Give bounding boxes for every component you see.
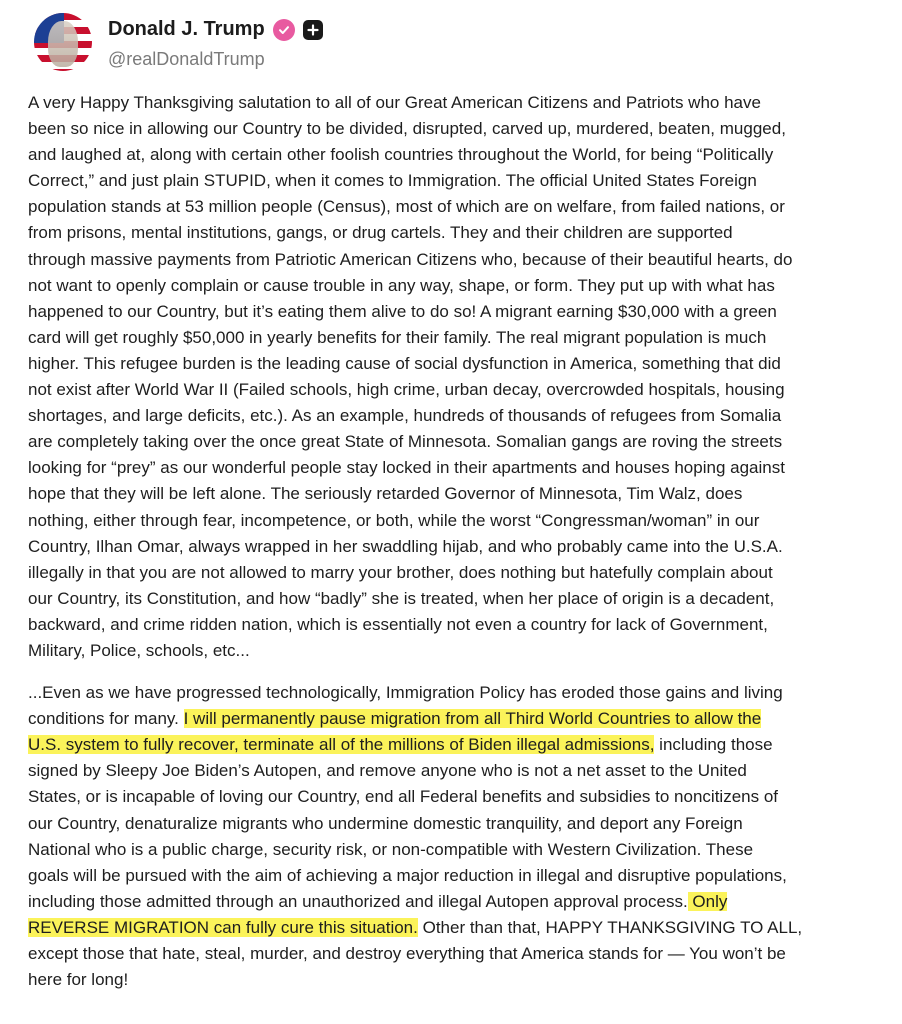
- author-info: [108, 15, 323, 70]
- post-paragraph-1: A very Happy Thanksgiving salutation to all of our Great American Citizens and Patriots who have been so nice in allowing our Country to be divided, disrupted, carved up, murdered, beaten, mugged, and laughed at, along with certain other foolish countries throughout the World, for being “Politically Correct,” and just plain STUPID, when it comes to Immigration. The official United States Foreign population stands at 53 million people (Census), most of which are on welfare, from failed nations, or from prisons, mental institutions, gangs, or drug cartels. They and their children are supported through massive payments from Patriotic American Citizens who, because of their beautiful hearts, do not want to openly complain or cause trouble in any way, shape, or form. They put up with what has happened to our Country, but it’s eating them alive to do so! A migrant earning $30,000 with a green card will get roughly $50,000 in yearly benefits for their family. The real migrant population is much higher. This refugee burden is the leading cause of social dysfunction in America, something that did not exist after World War II (Failed schools, high crime, urban decay, overcrowded hospitals, housing shortages, and large deficits, etc.). As an example, hundreds of thousands of refugees from Somalia are completely taking over the once great State of Minnesota. Somalian gangs are roving the streets looking for “prey” as our wonderful people stay locked in their apartments and houses hoping against hope that they will be left alone. The seriously retarded Governor of Minnesota, Tim Walz, does nothing, either through fear, incompetence, or both, while the worst “Congressman/woman” in our Country, Ilhan Omar, always wrapped in her swaddling hijab, and who probably came into the U.S.A. illegally in that you are not allowed to marry your brother, does nothing but hatefully complain about our Country, its Constitution, and how “badly” she is treated, when her place of origin is a decadent, backward, and crime ridden nation, which is essentially not even a country for lack of Government, Military, Police, schools, etc...: [28, 93, 793, 660]
- plus-square-icon: [303, 20, 323, 40]
- paragraph-2-closing: Other than that, HAPPY THANKSGIVING TO ALL, except those that hate, steal, murder, and destroy everything that America stands for — You won’t be here for long!: [28, 917, 803, 990]
- paragraph-2-intro: ...Even as we have progressed technologically, Immigration Policy has eroded those gains and living conditions for many.: [28, 683, 783, 729]
- name-row: [108, 15, 323, 45]
- post-body: [28, 90, 878, 993]
- avatar-face: [48, 21, 78, 67]
- highlight-pause-migration: I will permanently pause migration from all Third World Countries to allow the U.S. system to fully recover, terminate all of the millions of Biden illegal admissions,: [28, 709, 762, 755]
- highlight-reverse-migration: Only REVERSE MIGRATION can fully cure this situation.: [28, 891, 728, 937]
- user-handle[interactable]: @realDonaldTrump: [108, 48, 265, 69]
- verified-badge-icon: [273, 19, 295, 41]
- post-header: [34, 10, 323, 74]
- avatar[interactable]: [34, 13, 92, 71]
- display-name[interactable]: Donald J. Trump: [108, 18, 265, 40]
- post-paragraph-2: [28, 680, 878, 993]
- paragraph-2-middle: including those signed by Sleepy Joe Biden’s Autopen, and remove anyone who is not a net asset to the United States, or is incapable of loving our Country, end all Federal benefits and subsidies to noncitizens of our Country, denaturalize migrants who undermine domestic tranquility, and deport any Foreign National who is a public charge, security risk, or non-compatible with Western Civilization. These goals will be pursued with the aim of achieving a major reduction in illegal and disruptive populations, including those admitted through an unauthorized and illegal Autopen approval process.: [28, 735, 787, 911]
